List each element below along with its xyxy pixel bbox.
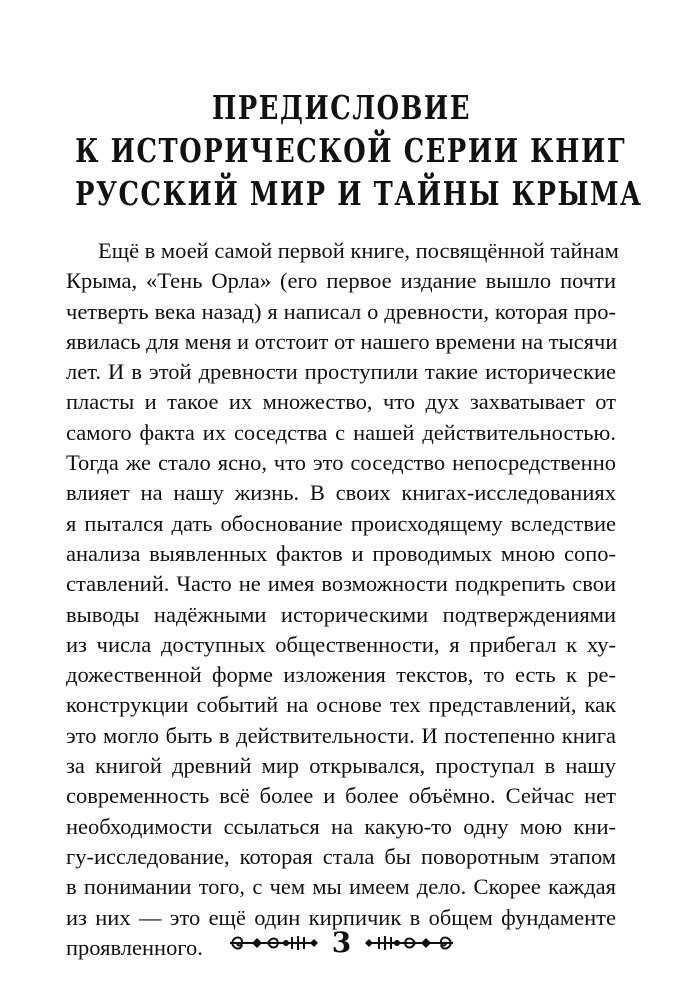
text-line: необходимости ссылаться на какую-то одну мою кни- — [66, 813, 616, 839]
text-line: влияет на нашу жизнь. В своих книгах-исследованиях — [66, 480, 616, 506]
text-line: из них — это ещё один кирпичик в общем фундаменте — [66, 904, 616, 930]
title-line-1: ПРЕДИСЛОВИЕ — [211, 88, 472, 127]
page-number: 3 — [331, 926, 352, 959]
text-line: я пытался дать обоснование происходящему вследствие — [66, 510, 616, 536]
text-line: Крыма, «Тень Орла» (его первое издание вышло почти — [66, 268, 616, 294]
text-line: лет. И в этой древности проступили такие исторические — [66, 359, 616, 385]
text-line: выводы надёжными историческими подтверждениями — [66, 601, 616, 627]
ornament-left-icon — [228, 933, 320, 953]
page-title — [0, 86, 683, 215]
body-paragraph — [66, 236, 619, 963]
text-line: явилась для меня и отстоит от нашего времени на тысячи — [66, 328, 618, 354]
ornament-right-icon — [363, 933, 455, 953]
text-line: в понимании того, с чем мы имеем дело. Скорее каждая — [66, 874, 616, 900]
title-line-2: К ИСТОРИЧЕСКОЙ СЕРИИ КНИГ — [75, 131, 627, 170]
text-line: пласты и такое их множество, что дух захватывает от — [66, 389, 616, 415]
text-line: Тогда же стало ясно, что это соседство непосредственно — [66, 450, 616, 476]
page-footer — [0, 928, 683, 958]
text-line: проявленного. — [66, 934, 203, 960]
text-line: из числа доступных общественности, я прибегал к ху- — [66, 631, 616, 657]
text-line: Ещё в моей самой первой книге, посвящённой тайнам — [98, 238, 619, 263]
text-line: конструкции событий на основе тех представлений, как — [66, 692, 616, 718]
text-line: самого факта их соседства с нашей действительностью. — [66, 419, 616, 445]
text-line: гу-исследование, которая стала бы поворотным этапом — [66, 843, 616, 869]
text-line: анализа выявленных фактов и проводимых мною сопо- — [66, 540, 616, 566]
text-line: это могло быть в действительности. И постепенно книга — [66, 722, 616, 748]
text-line: ставлений. Часто не имея возможности подкрепить свои — [66, 571, 616, 597]
text-line: дожественной форме изложения текстов, то есть к ре- — [66, 662, 616, 688]
text-line: четверть века назад) я написал о древности, которая про- — [66, 298, 616, 324]
title-line-3: РУССКИЙ МИР И ТАЙНЫ КРЫМА — [75, 174, 643, 213]
text-line: современность всё более и более объёмно. Сейчас нет — [66, 783, 616, 809]
text-line: за книгой древний мир открывался, проступал в нашу — [66, 753, 616, 779]
